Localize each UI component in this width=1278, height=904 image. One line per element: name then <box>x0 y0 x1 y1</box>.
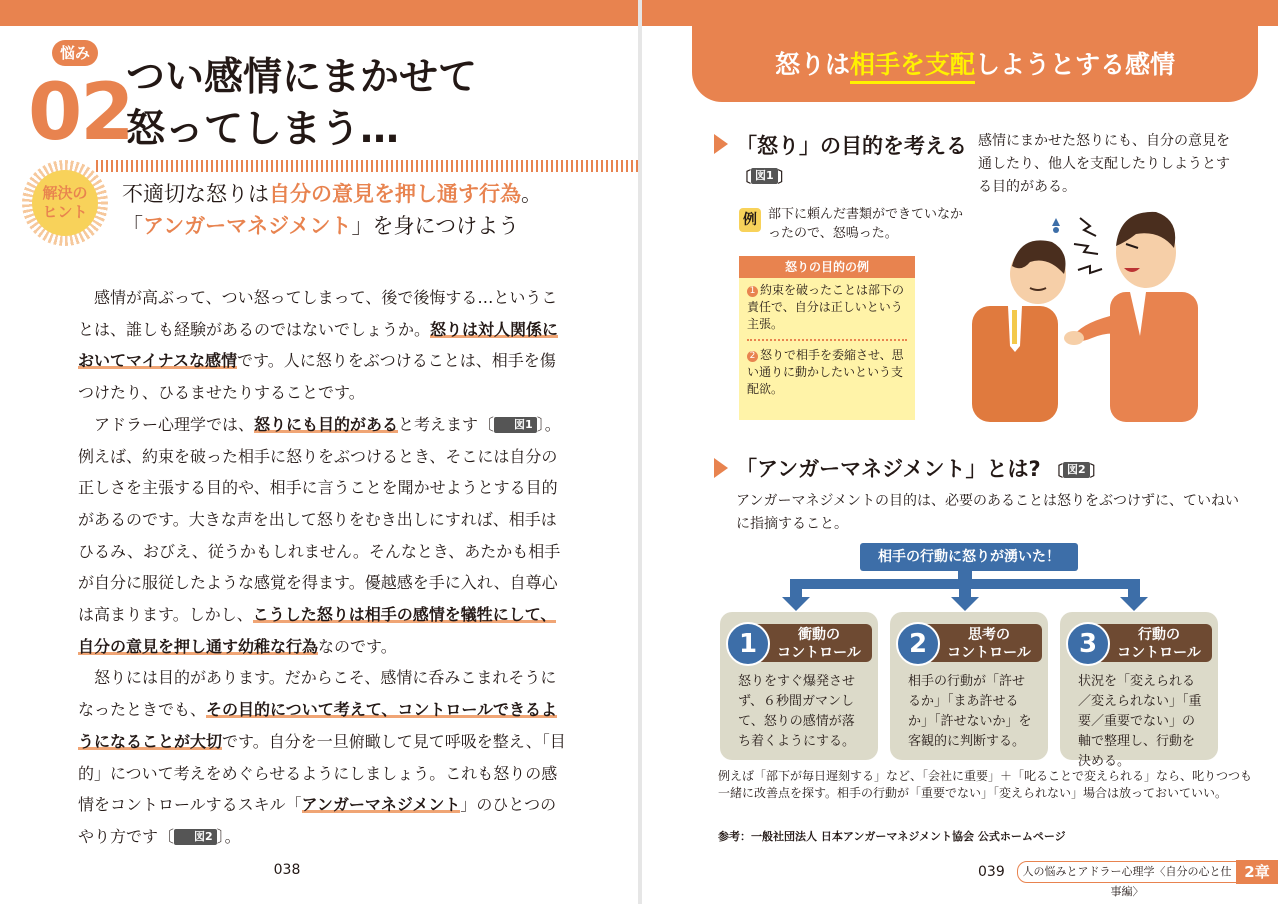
anger-lines-icon <box>1074 218 1102 273</box>
card-number: 2 <box>896 622 940 666</box>
top-bar <box>642 0 1278 26</box>
example-note: 例えば「部下が毎日遅刻する」など、「会社に重要」＋「叱ることで変えられる」なら、叱りつつも一緒に改善点を探す。相手の行動が「重要でない」「変えられない」場合は放っておいていい。 <box>718 769 1253 800</box>
purpose-box <box>739 256 915 420</box>
section1-title: 「怒り」の目的を考える <box>736 134 967 158</box>
card-body: 相手の行動が「許せるか」「まあ許せるか」「許せないか」を客観的に判断する。 <box>908 674 1032 749</box>
flow-trigger: 相手の行動に怒りが湧いた！ <box>860 543 1078 571</box>
illustration <box>960 196 1200 422</box>
example-text: 部下に頼んだ書類ができていなかったので、怒鳴った。 <box>768 207 964 241</box>
paragraph-1: 感情が高ぶって、つい怒ってしまって、後で後悔する…ということは、誰しも経験があるのではないでしょうか。怒りは対人関係においてマイナスな感情です。人に怒りをぶつけることは、相手を傷つけたり、ひるませたりすることです。 <box>78 288 559 403</box>
purpose-title: 怒りの目的の例 <box>739 256 915 278</box>
card-body: 怒りをすぐ爆発させず、６秒間ガマンして、怒りの感情が落ち着くようにする。 <box>738 674 856 749</box>
card-heading: 衝動の コントロール <box>738 624 872 662</box>
section2-description: アンガーマネジメントの目的は、必要のあることは怒りをぶつけずに、ていねいに指摘すること。 <box>736 493 1240 532</box>
paragraph-2: アドラー心理学では、怒りにも目的があると考えます〔 図1 〕。例えば、約束を破った相手に怒りをぶつけるとき、そこには自分の正しさを主張する目的や、相手に言うことを聞かせようとする目的があるのです。大きな声を出して怒りをむき出しにすれば、相手はひるみ、おびえ、従うかもしれません。そんなとき、あたかも相手が自分に服従したような感覚を得ます。優越感を手に入れ、自尊心は高まります。しかし、こうした怒りは相手の感情を犠牲にして、自分の意見を押し通す幼稚な行為なのです。 <box>78 414 561 656</box>
title-line-1: つい感情にまかせて <box>126 55 478 100</box>
worry-tag: 悩み <box>52 40 98 66</box>
hint-text-1a: 不適切な怒りは <box>122 182 269 206</box>
hint-text-1c: 。 <box>521 182 542 206</box>
right-page <box>642 0 1278 904</box>
control-card-1 <box>720 612 878 760</box>
title-line-2: 怒ってしまう… <box>126 107 400 152</box>
hint-badge <box>22 160 108 246</box>
figure-ref-1[interactable]: 図1 <box>494 417 537 433</box>
left-page <box>0 0 638 904</box>
hint-text-2a: 「 <box>122 214 143 238</box>
hint-badge-line1: 解決の <box>42 184 88 202</box>
down-arrow-icon <box>782 597 810 611</box>
hint-text <box>122 178 542 242</box>
card-heading: 行動の コントロール <box>1078 624 1212 662</box>
purpose-item: 2 怒りで相手を委縮させ、思い通りに動かしたいという支配欲。 <box>747 348 904 396</box>
worry-number: 02 <box>28 68 133 158</box>
example-badge: 例 <box>739 208 761 232</box>
hint-text-2b: アンガーマネジメント <box>143 214 352 238</box>
control-card-2 <box>890 612 1048 760</box>
section2-title: 「アンガーマネジメント」とは? 〔 図2 〕 <box>736 457 1105 481</box>
down-arrow-icon <box>951 597 979 611</box>
down-arrow-icon <box>1120 597 1148 611</box>
section-arrow-icon <box>714 458 728 478</box>
chapter-badge: 2章 <box>1236 860 1278 884</box>
page-number-left: 038 <box>273 862 301 878</box>
card-number: 1 <box>726 622 770 666</box>
card-body: 状況を「変えられる／変えられない」「重要／重要でない」の軸で整理し、行動を決める。 <box>1078 674 1202 769</box>
body-text <box>78 282 568 853</box>
control-card-3 <box>1060 612 1218 769</box>
page-banner: 怒りは相手を支配しようとする感情 <box>692 26 1258 102</box>
reference: 参考：一般社団法人 日本アンガーマネジメント協会 公式ホームページ <box>718 830 1066 843</box>
card-number: 3 <box>1066 622 1110 666</box>
section1-description: 感情にまかせた怒りにも、自分の意見を通したり、他人を支配したりしようとする目的がある。 <box>978 133 1230 195</box>
dotted-divider <box>96 160 638 172</box>
book-section-label: 人の悩みとアドラー心理学〈自分の心と仕事編〉 <box>1017 861 1237 883</box>
section-arrow-icon <box>714 134 728 154</box>
hint-text-2c: 」を身につけよう <box>351 214 520 238</box>
top-bar <box>0 0 638 26</box>
page-title <box>126 52 477 156</box>
angry-boss-illustration <box>1064 212 1198 422</box>
flow-arrows <box>762 571 1168 613</box>
scolded-subordinate-illustration <box>972 218 1066 422</box>
paragraph-3: 怒りには目的があります。だからこそ、感情に呑みこまれそうになったときでも、その目的について考えて、コントロールできるようになることが大切です。自分を一旦俯瞰して見て呼吸を整え、「目的」について考えをめぐらせるようにしましょう。これも怒りの感情をコントロールするスキル「アンガーマネジメント」のひとつのやり方です〔 図2 〕。 <box>78 668 566 846</box>
hint-badge-line2: ヒント <box>42 203 88 221</box>
page-number-right: 039 <box>978 864 1005 880</box>
card-heading: 思考の コントロール <box>908 624 1042 662</box>
figure-ref-2[interactable]: 図2 <box>174 829 217 845</box>
purpose-item: 1 約束を破ったことは部下の責任で、自分は正しいという主張。 <box>747 283 905 331</box>
hint-text-1b: 自分の意見を押し通す行為 <box>269 182 521 206</box>
figure1-label: 〔 図1 〕 <box>736 168 793 186</box>
